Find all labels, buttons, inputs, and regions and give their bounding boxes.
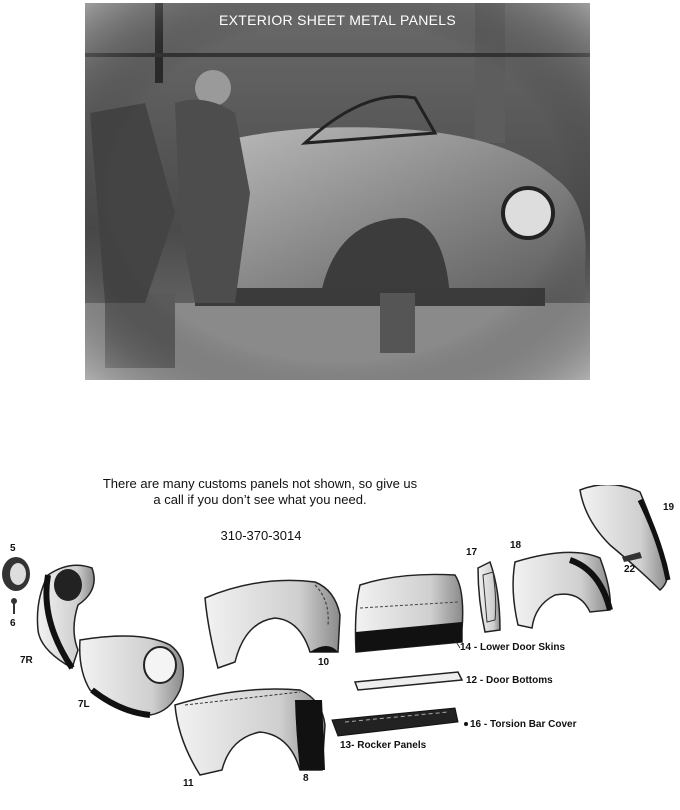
label-part-7r: 7R	[20, 655, 33, 666]
part-17-door-post	[478, 562, 500, 632]
label-part-5: 5	[10, 543, 16, 554]
part-13-rocker-panel	[332, 708, 458, 736]
custom-panels-note: There are many customs panels not shown, so give us a call if you don’t see what you need.	[102, 476, 418, 507]
part-14-lower-door-skin	[356, 574, 463, 652]
label-part-7l: 7L	[78, 699, 90, 710]
label-part-18: 18	[510, 540, 522, 551]
workshop-photo-illustration	[85, 3, 590, 380]
phone-number: 310-370-3014	[220, 528, 302, 543]
part-5-headlight-ring	[2, 557, 30, 591]
label-part-10: 10	[318, 657, 330, 668]
label-part-19: 19	[663, 502, 675, 513]
parts-diagram	[0, 485, 680, 810]
label-part-6: 6	[10, 618, 16, 629]
label-part-12: 12 - Door Bottoms	[466, 675, 553, 686]
hero-photo	[85, 3, 590, 380]
part-7r-7l-front-panels	[37, 565, 183, 715]
part-10-rear-quarter	[205, 580, 340, 668]
label-part-8: 8	[303, 773, 309, 784]
part-16-torsion-bar-cover	[464, 722, 468, 726]
label-part-17: 17	[466, 547, 478, 558]
label-part-16: 16 - Torsion Bar Cover	[470, 719, 577, 730]
label-part-14: 14 - Lower Door Skins	[460, 642, 566, 653]
label-part-22: 22	[624, 564, 636, 575]
part-6-bolt	[11, 598, 17, 614]
part-11-8-lower-quarter	[175, 689, 325, 775]
label-part-13: 13- Rocker Panels	[340, 740, 427, 751]
label-part-11: 11	[183, 778, 194, 789]
part-18-front-fender	[513, 552, 610, 628]
hero-title: EXTERIOR SHEET METAL PANELS	[218, 12, 457, 28]
part-12-door-bottom	[355, 672, 462, 690]
